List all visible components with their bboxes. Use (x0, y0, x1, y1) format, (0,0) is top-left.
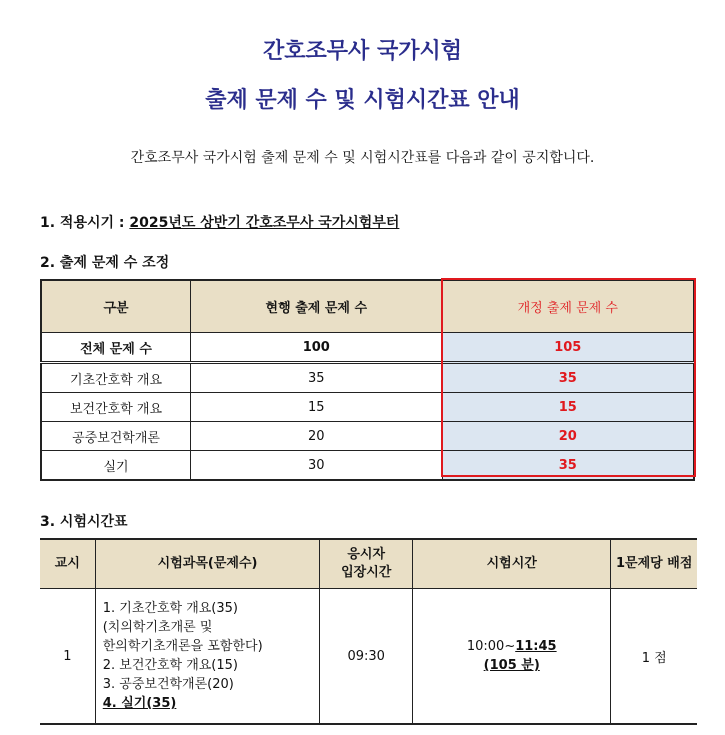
header-entry-line2: 입장시간 (341, 565, 392, 580)
header-entry-line1: 응시자 (347, 547, 386, 562)
row-category: 기초간호학 개요 (41, 363, 191, 393)
row-category: 실기 (41, 451, 191, 481)
row-current: 15 (191, 393, 442, 422)
section-3-heading: 3. 시험시간표 (40, 514, 128, 530)
section-1-label: 1. 적용시기 : (40, 215, 130, 231)
document-title-line2: 출제 문제 수 및 시험시간표 안내 (205, 88, 520, 113)
header-category: 구분 (41, 280, 191, 333)
table-row (41, 393, 694, 422)
row-current: 100 (191, 333, 442, 363)
time-end: 11:45 (515, 639, 557, 654)
row-revised: 15 (442, 393, 694, 422)
table-header-row (41, 280, 694, 333)
points-per-question: 1 점 (611, 589, 697, 725)
table-row (40, 589, 697, 725)
subject-line: 2. 보건간호학 개요(15) (102, 658, 238, 673)
table-row (41, 363, 694, 393)
table-row (41, 451, 694, 481)
section-2-heading: 2. 출제 문제 수 조정 (40, 255, 170, 271)
table-row (41, 422, 694, 451)
table-row (41, 333, 694, 363)
duration: (105 분) (483, 658, 540, 673)
subject-list (95, 589, 320, 725)
row-category: 전체 문제 수 (41, 333, 191, 363)
row-category: 공중보건학개론 (41, 422, 191, 451)
row-current: 35 (191, 363, 442, 393)
session-number: 1 (40, 589, 95, 725)
question-count-table (40, 279, 695, 481)
header-entry-time (320, 539, 413, 589)
row-revised: 35 (442, 451, 694, 481)
document-title-line1: 간호조무사 국가시험 (263, 39, 462, 64)
entry-time: 09:30 (320, 589, 413, 725)
row-revised: 105 (442, 333, 694, 363)
header-exam-time: 시험시간 (413, 539, 611, 589)
header-subjects: 시험과목(문제수) (95, 539, 320, 589)
header-points: 1문제당 배점 (611, 539, 697, 589)
table-header-row (40, 539, 697, 589)
subject-line: 4. 실기(35) (102, 696, 177, 711)
subject-line: 한의학기초개론을 포함한다) (102, 639, 263, 654)
row-revised: 35 (442, 363, 694, 393)
subject-line: 1. 기초간호학 개요(35) (102, 601, 238, 616)
row-revised: 20 (442, 422, 694, 451)
time-start: 10:00~ (466, 639, 516, 654)
subject-line: (치의학기초개론 및 (102, 620, 213, 635)
section-1-value: 2025년도 상반기 간호조무사 국가시험부터 (129, 215, 400, 231)
header-session: 교시 (40, 539, 95, 589)
row-current: 30 (191, 451, 442, 481)
row-category: 보건간호학 개요 (41, 393, 191, 422)
exam-schedule-table (40, 538, 697, 725)
exam-time (413, 589, 611, 725)
row-current: 20 (191, 422, 442, 451)
section-1-heading (40, 212, 399, 232)
header-current: 현행 출제 문제 수 (191, 280, 442, 333)
subject-line: 3. 공중보건학개론(20) (102, 677, 234, 692)
intro-text: 간호조무사 국가시험 출제 문제 수 및 시험시간표를 다음과 같이 공지합니다. (130, 150, 595, 166)
header-revised: 개정 출제 문제 수 (442, 280, 694, 333)
